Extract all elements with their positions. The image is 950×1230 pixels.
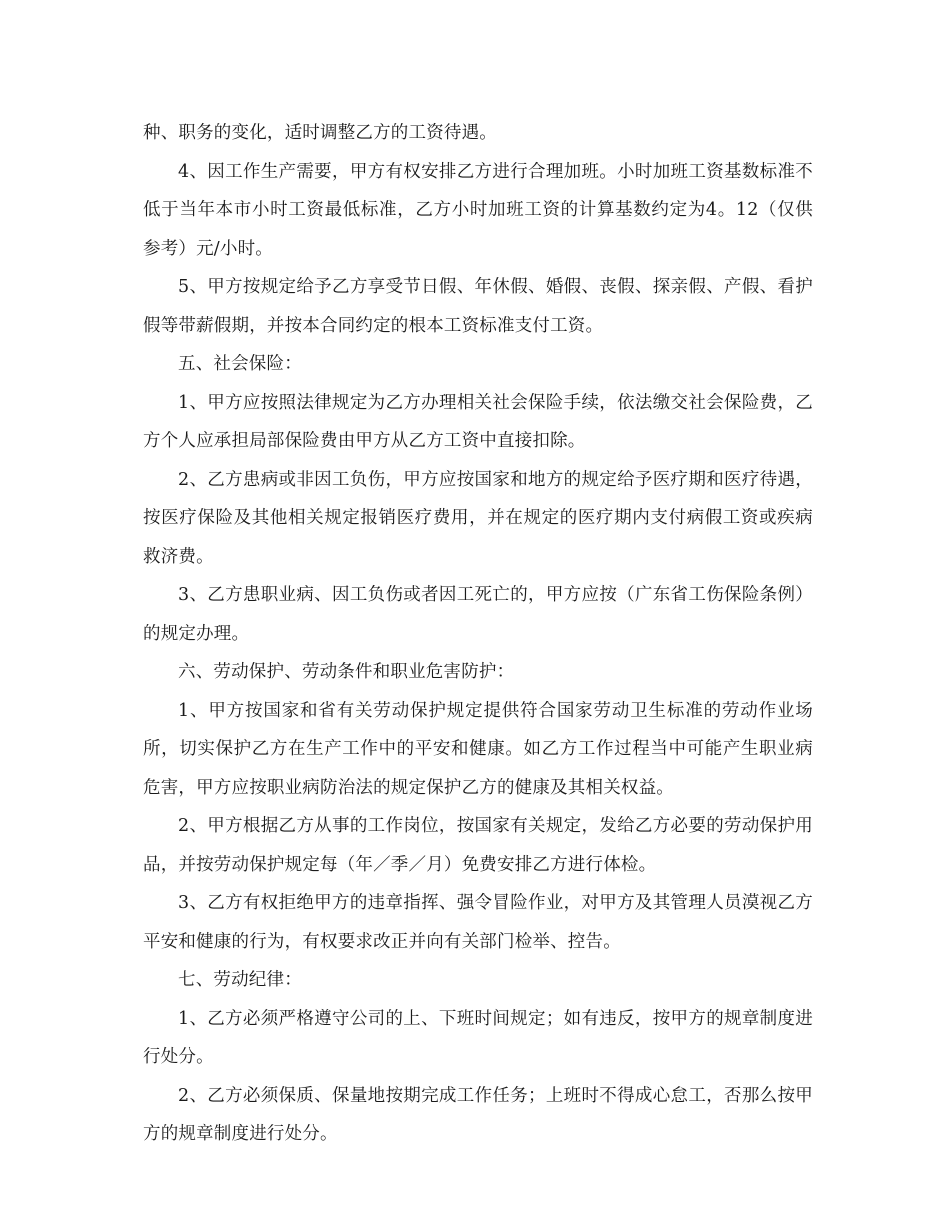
- section-heading-social-insurance: 五、社会保险：: [178, 354, 302, 374]
- paragraph-working-hours: 1、乙方必须严格遵守公司的上、下班时间规定；如有违反，按甲方的规章制度进行处分。: [143, 1008, 813, 1067]
- paragraph-medical-treatment: 2、乙方患病或非因工负伤，甲方应按国家和地方的规定给予医疗期和医疗待遇，按医疗保险及其他相关规定报销医疗费用，并在规定的医疗期内支付病假工资或疾病救济费。: [143, 469, 813, 567]
- paragraph-work-tasks: 2、乙方必须保质、保量地按期完成工作任务；上班时不得成心怠工，否那么按甲方的规章制度进行处分。: [143, 1085, 813, 1144]
- paragraph-work-injury: 3、乙方患职业病、因工负伤或者因工死亡的，甲方应按（广东省工伤保险条例）的规定办理。: [143, 585, 813, 644]
- paragraph-paid-leave: 5、甲方按规定给予乙方享受节日假、年休假、婚假、丧假、探亲假、产假、看护假等带薪假期，并按本合同约定的根本工资标准支付工资。: [143, 277, 813, 336]
- section-heading-labor-discipline: 七、劳动纪律：: [178, 970, 302, 990]
- section-heading-labor-protection: 六、劳动保护、劳动条件和职业危害防护：: [178, 662, 515, 682]
- paragraph-workplace-safety: 1、甲方按国家和省有关劳动保护规定提供符合国家劳动卫生标准的劳动作业场所，切实保护乙方在生产工作中的平安和健康。如乙方工作过程当中可能产生职业病危害，甲方应按职业病防治法的规定保护乙方的健康及其相关权益。: [143, 700, 813, 798]
- paragraph-overtime: 4、因工作生产需要，甲方有权安排乙方进行合理加班。小时加班工资基数标准不低于当年本市小时工资最低标准，乙方小时加班工资的计算基数约定为4。12（仅供参考）元/小时。: [143, 161, 813, 259]
- paragraph-salary-adjustment: 种、职务的变化，适时调整乙方的工资待遇。: [143, 123, 497, 143]
- paragraph-insurance-procedures: 1、甲方应按照法律规定为乙方办理相关社会保险手续，依法缴交社会保险费，乙方个人应承担局部保险费由甲方从乙方工资中直接扣除。: [143, 392, 813, 451]
- paragraph-right-to-refuse: 3、乙方有权拒绝甲方的违章指挥、强令冒险作业，对甲方及其管理人员漠视乙方平安和健康的行为，有权要求改正并向有关部门检举、控告。: [143, 893, 813, 952]
- paragraph-protective-equipment: 2、甲方根据乙方从事的工作岗位，按国家有关规定，发给乙方必要的劳动保护用品，并按劳动保护规定每（年／季／月）免费安排乙方进行体检。: [143, 816, 813, 875]
- document-body: [143, 114, 813, 1154]
